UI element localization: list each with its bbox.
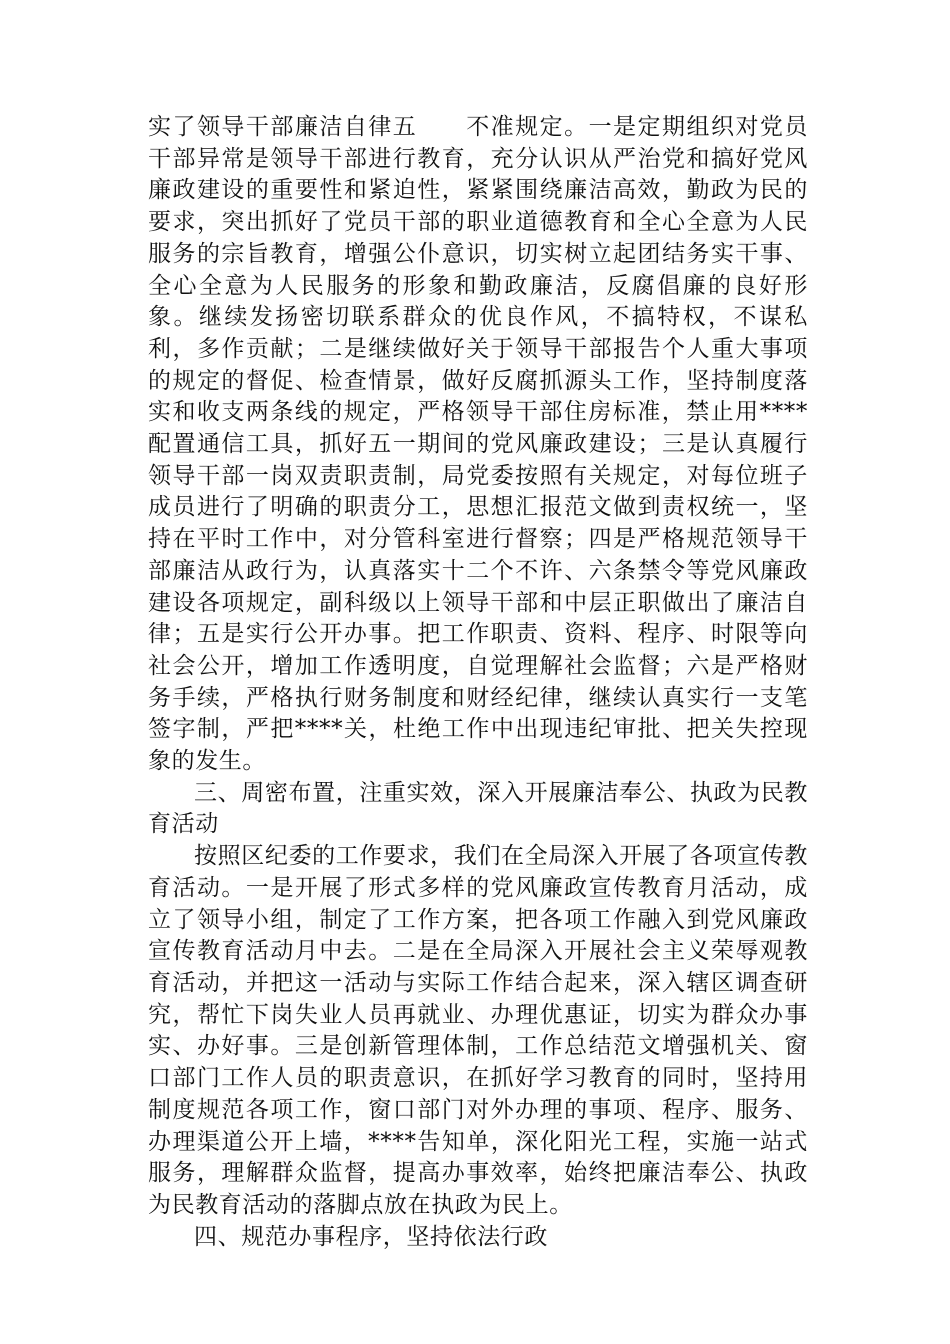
section-heading-four: 四、规范办事程序，坚持依法行政 — [194, 1223, 548, 1250]
paragraph-continuation: 实了领导干部廉洁自律五 不准规定。一是定期组织对党员干部异常是领导干部进行教育，充分认识从严治党和搞好党风廉政建设的重要性和紧迫性，紧紧围绕廉洁高效，勤政为民的要求，突出抓好了党员干部的职业道德教育和全心全意为人民服务的宗旨教育，增强公仆意识，切实树立起团结务实干事、全心全意为人民服务的形象和勤政廉洁，反腐倡廉的良好形象。继续发扬密切联系群众的优良作风，不搞特权，不谋私利，多作贡献；二是继续做好关于领导干部报告个人重大事项的规定的督促、检查情景，做好反腐抓源头工作，坚持制度落实和收支两条线的规定，严格领导干部住房标准，禁止用****配置通信工具，抓好五一期间的党风廉政建设；三是认真履行领导干部一岗双责职责制，局党委按照有关规定，对每位班子成员进行了明确的职责分工，思想汇报范文做到责权统一，坚持在平时工作中，对分管科室进行督察；四是严格规范领导干部廉洁从政行为，认真落实十二个不许、六条禁令等党风廉政建设各项规定，副科级以上领导干部和中层正职做出了廉洁自律；五是实行公开办事。把工作职责、资料、程序、时限等向社会公开，增加工作透明度，自觉理解社会监督；六是严格财务手续，严格执行财务制度和财经纪律，继续认真实行一支笔签字制，严把****关，杜绝工作中出现违纪审批、把关失控现象的发生。 — [148, 114, 808, 775]
paragraph-education-activities: 按照区纪委的工作要求，我们在全局深入开展了各项宣传教育活动。一是开展了形式多样的党风廉政宣传教育月活动，成立了领导小组，制定了工作方案，把各项工作融入到党风廉政宣传教育活动月中去。二是在全局深入开展社会主义荣辱观教育活动，并把这一活动与实际工作结合起来，深入辖区调查研究，帮忙下岗失业人员再就业、办理优惠证，切实为群众办事实、办好事。三是创新管理体制，工作总结范文增强机关、窗口部门工作人员的职责意识，在抓好学习教育的同时，坚持用制度规范各项工作，窗口部门对外办理的事项、程序、服务、办理渠道公开上墙，****告知单，深化阳光工程，实施一站式服务，理解群众监督，提高办事效率，始终把廉洁奉公、执政为民教育活动的落脚点放在执政为民上。 — [148, 843, 808, 1218]
section-heading-three: 三、周密布置，注重实效，深入开展廉洁奉公、执政为民教育活动 — [148, 779, 808, 838]
document-body — [148, 112, 808, 1253]
